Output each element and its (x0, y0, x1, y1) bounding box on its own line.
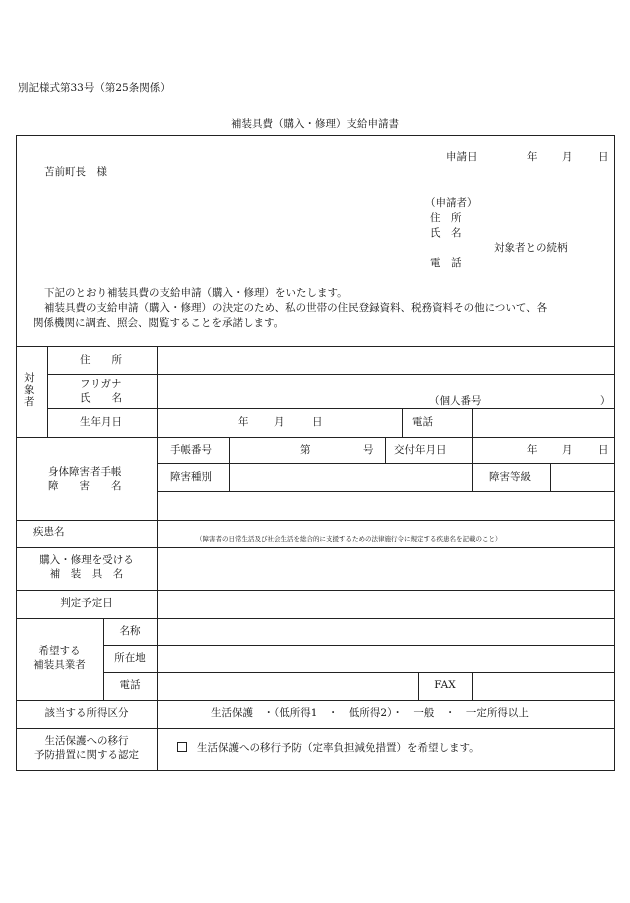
addressee: 苫前町長 様 (44, 166, 107, 178)
subject-furigana-label: フリガナ (80, 378, 122, 390)
welfare-label-2: 予防措置に関する認定 (34, 749, 139, 761)
disability-label-1: 身体障害者手帳 (48, 466, 122, 478)
rule-disease-top (16, 520, 615, 521)
rule-welfare-top (16, 728, 615, 729)
rule-disability-2 (157, 491, 615, 492)
vendor-phone-label: 電話 (119, 679, 141, 691)
disease-label: 疾患名 (33, 526, 65, 538)
rule-vendor-1 (103, 645, 615, 646)
rule-subject-2 (47, 408, 615, 409)
issue-year: 年 (527, 444, 538, 456)
applicant-relation-label: 対象者との続柄 (494, 242, 568, 254)
vendor-fax-label: FAX (434, 679, 456, 691)
form-title: 補装具費（購入・修理）支給申請書 (231, 118, 399, 130)
vline-fax-2 (472, 672, 473, 700)
income-options: 生活保護 ・（低所得1 ・ 低所得2）・ 一般 ・ 一定所得以上 (211, 707, 529, 719)
handbook-go: 号 (363, 444, 374, 456)
statement-line-1: 下記のとおり補装具費の支給申請（購入・修理）をいたします。 (44, 287, 348, 299)
vline-subject-group (47, 346, 48, 437)
form-frame (16, 135, 615, 771)
applicant-name-label: 氏 名 (430, 227, 462, 239)
issue-month: 月 (562, 444, 573, 456)
vline-handbook-3 (472, 437, 473, 491)
form-number: 別記様式第33号（第25条関係） (18, 82, 171, 94)
issue-date-label: 交付年月日 (394, 444, 447, 456)
statement-line-2: 補装具費の支給申請（購入・修理）の決定のため、私の世帯の住民登録資料、税務資料その他について、各 (44, 302, 548, 314)
income-label: 該当する所得区分 (44, 707, 129, 719)
subject-group-label: 対 象 者 (24, 372, 35, 408)
rule-device-top (16, 547, 615, 548)
disability-type-label: 障害種別 (170, 471, 212, 483)
welfare-label-1: 生活保護への移行 (44, 735, 129, 747)
rule-subject-1 (47, 374, 615, 375)
disability-label-2: 障 害 名 (48, 480, 122, 492)
personal-number-label: （個人番号 (429, 395, 482, 407)
birth-year: 年 (238, 416, 249, 428)
subject-address-label: 住 所 (80, 354, 122, 366)
disability-grade-label: 障害等級 (489, 471, 531, 483)
judgment-label: 判定予定日 (60, 597, 113, 609)
personal-number-close: ） (600, 395, 611, 407)
vendor-label-1: 希望する (38, 645, 81, 657)
vline-label-column (157, 346, 158, 771)
vline-birth-phone (402, 408, 403, 437)
handbook-number-label: 手帳番号 (170, 444, 212, 456)
applicant-phone-label: 電 話 (430, 257, 462, 269)
welfare-checkbox-text: 生活保護への移行予防（定率負担減免措置）を希望します。 (197, 742, 480, 754)
date-year: 年 (527, 151, 538, 163)
vline-birth-phone-2 (472, 408, 473, 437)
subject-name-label: 氏 名 (80, 392, 122, 404)
welfare-checkbox[interactable] (177, 742, 187, 752)
date-month: 月 (562, 151, 573, 163)
vendor-location-label: 所在地 (114, 652, 146, 664)
disease-note: （障害者の日常生活及び社会生活を総合的に支援するための法律施行令に規定する疾患名を記載のこと） (196, 535, 502, 543)
date-label: 申請日 (446, 151, 478, 163)
vline-handbook-2 (385, 437, 386, 463)
welfare-option[interactable] (177, 742, 480, 755)
rule-vendor-2 (103, 672, 615, 673)
vline-handbook-1 (229, 437, 230, 491)
rule-disability-1 (157, 463, 615, 464)
applicant-address-label: 住 所 (430, 212, 462, 224)
vendor-label-2: 補装具業者 (33, 659, 86, 671)
birth-month: 月 (274, 416, 285, 428)
rule-vendor-top (16, 618, 615, 619)
vendor-name-label: 名称 (119, 625, 141, 637)
handbook-dai: 第 (300, 444, 311, 456)
device-label-2: 補 装 具 名 (49, 568, 124, 580)
subject-phone-label: 電話 (412, 416, 433, 428)
subject-birth-label: 生年月日 (80, 416, 122, 428)
date-day: 日 (598, 151, 609, 163)
rule-subject-top (16, 346, 615, 347)
issue-day: 日 (598, 444, 609, 456)
rule-disability-top (16, 437, 615, 438)
vline-grade (550, 463, 551, 491)
applicant-label: （申請者） (425, 197, 478, 209)
rule-judgment-top (16, 590, 615, 591)
statement-line-3: 関係機関に調査、照会、閲覧することを承諾します。 (33, 317, 285, 329)
device-label-1: 購入・修理を受ける (39, 554, 134, 566)
birth-day: 日 (312, 416, 323, 428)
rule-income-top (16, 700, 615, 701)
